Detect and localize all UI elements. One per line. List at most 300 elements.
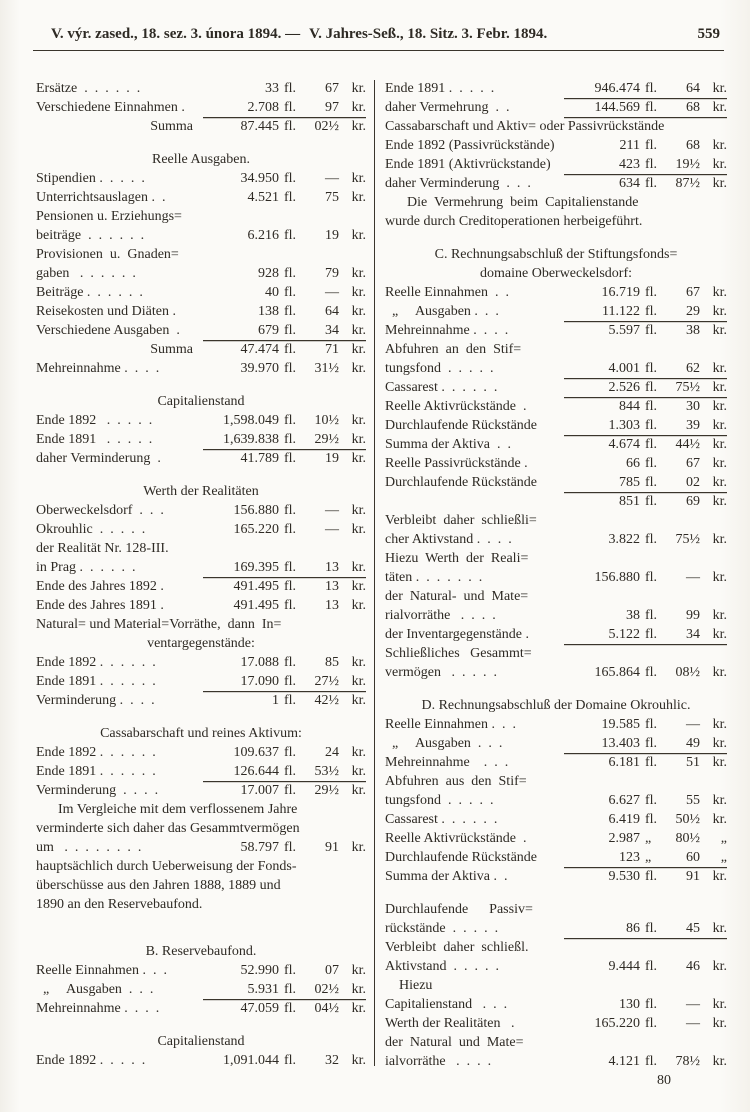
row-amounts [203, 449, 366, 468]
kreuzer-value: 62 [686, 361, 700, 376]
ledger-row [36, 359, 366, 378]
row-label: Ende des Jahres 1891 . [36, 598, 164, 613]
kreuzer-unit: kr. [712, 138, 727, 153]
ledger-row [385, 663, 727, 682]
section-heading: Capitalienstand [157, 394, 245, 409]
ledger-row [385, 79, 727, 98]
ledger-row [385, 530, 727, 549]
gulden-value: 39.970 [240, 361, 279, 376]
row-amounts [564, 1014, 727, 1033]
row-amounts [203, 691, 366, 710]
row-amounts [203, 838, 366, 857]
gulden-unit: fl. [284, 171, 297, 186]
row-label: Ende 1891 . . . . . [36, 432, 153, 447]
row-label: rückstände . . . . . [385, 921, 499, 936]
kreuzer-unit: kr. [351, 598, 366, 613]
wrapped-label-line: Hiezu [385, 978, 433, 993]
gulden-unit: fl. [645, 812, 658, 827]
row-amounts [564, 136, 727, 155]
kreuzer-value: — [686, 570, 700, 585]
kreuzer-unit: kr. [712, 285, 727, 300]
row-label: „ Ausgaben . . . [385, 736, 503, 751]
gulden-unit: fl. [645, 736, 658, 751]
kreuzer-unit: kr. [712, 1016, 727, 1031]
gulden-value: 165.864 [594, 665, 640, 680]
row-amounts [203, 302, 366, 321]
ledger-row [36, 980, 366, 999]
kreuzer-unit: kr. [351, 119, 366, 134]
kreuzer-unit: kr. [712, 361, 727, 376]
row-amounts [203, 743, 366, 762]
gulden-value: 1,639.838 [223, 432, 279, 447]
row-label: Reisekosten und Diäten . [36, 304, 176, 319]
kreuzer-unit: kr. [351, 579, 366, 594]
wrapped-label-line: Hiezu Werth der Reali= [385, 551, 529, 566]
kreuzer-value: 91 [325, 840, 339, 855]
gulden-value: 6.627 [608, 793, 640, 808]
gulden-value: 17.088 [240, 655, 279, 670]
row-amounts [564, 568, 727, 587]
kreuzer-unit: kr. [351, 81, 366, 96]
ledger-row [36, 762, 366, 781]
gulden-value: 1,598.049 [223, 413, 279, 428]
gulden-value: 13.403 [601, 736, 640, 751]
kreuzer-unit: kr. [351, 304, 366, 319]
gulden-unit: fl. [645, 921, 658, 936]
kreuzer-unit: kr. [712, 812, 727, 827]
row-label: cher Aktivstand . . . . [385, 532, 512, 547]
gulden-value: 156.880 [233, 503, 279, 518]
gulden-unit: fl. [284, 304, 297, 319]
kreuzer-unit: kr. [712, 437, 727, 452]
gulden-unit: fl. [284, 783, 297, 798]
kreuzer-unit: kr. [351, 840, 366, 855]
kreuzer-value: — [325, 503, 339, 518]
ledger-row [385, 492, 727, 511]
gulden-unit: fl. [284, 81, 297, 96]
gulden-value: 38 [626, 608, 640, 623]
row-amounts [203, 1051, 366, 1070]
kreuzer-unit: kr. [712, 475, 727, 490]
kreuzer-value: 85 [325, 655, 339, 670]
kreuzer-value: 30 [686, 399, 700, 414]
paragraph-line: 1890 an den Reservebaufond. [36, 897, 203, 912]
gulden-unit: fl. [284, 119, 297, 134]
row-label: Ende des Jahres 1892 . [36, 579, 164, 594]
kreuzer-unit: kr. [351, 693, 366, 708]
row-label: Reelle Einnahmen . . . [385, 717, 517, 732]
row-amounts [564, 530, 727, 549]
kreuzer-unit: „ [720, 850, 727, 865]
gulden-unit: fl. [284, 323, 297, 338]
kreuzer-value: 91 [686, 869, 700, 884]
row-amounts [564, 378, 727, 397]
wrapped-label-line: der Natural und Mate= [385, 1035, 524, 1050]
row-amounts [564, 625, 727, 644]
gulden-value: 9.530 [608, 869, 640, 884]
gulden-unit: fl. [645, 755, 658, 770]
gulden-value: 634 [619, 176, 640, 191]
row-label: „ Ausgaben . . . [385, 304, 499, 319]
ledger-row [36, 411, 366, 430]
ledger-row [36, 577, 366, 596]
row-label: Summa der Aktiva . . [385, 437, 511, 452]
kreuzer-unit: kr. [712, 997, 727, 1012]
row-amounts [203, 321, 366, 340]
gulden-value: 86 [626, 921, 640, 936]
row-amounts [564, 919, 727, 938]
gulden-value: 1,091.044 [223, 1053, 279, 1068]
kreuzer-unit: kr. [351, 228, 366, 243]
gulden-value: 19.585 [601, 717, 640, 732]
kreuzer-value: 29 [686, 304, 700, 319]
gulden-value: 123 [619, 850, 640, 865]
ledger-row [36, 340, 366, 359]
kreuzer-unit: kr. [351, 1001, 366, 1016]
ledger-row [385, 625, 727, 644]
gulden-unit: fl. [645, 138, 658, 153]
row-label: Reelle Passivrückstände . [385, 456, 528, 471]
wrapped-label-line: Schließliches Gesammt= [385, 646, 532, 661]
gulden-unit: fl. [645, 157, 658, 172]
gulden-unit: fl. [284, 579, 297, 594]
kreuzer-unit: kr. [712, 100, 727, 115]
ledger-row [36, 98, 366, 117]
row-amounts [564, 753, 727, 772]
kreuzer-unit: kr. [712, 570, 727, 585]
paragraph-line: wurde durch Creditoperationen herbeigeführt. [385, 214, 643, 229]
block-gap [385, 231, 727, 245]
gulden-unit: fl. [284, 963, 297, 978]
row-label: Reelle Einnahmen . . [385, 285, 510, 300]
row-label: „ Ausgaben . . . [36, 982, 154, 997]
section-heading: Werth der Realitäten [143, 484, 259, 499]
kreuzer-value: 55 [686, 793, 700, 808]
gulden-value: 3.822 [608, 532, 640, 547]
gulden-value: 491.495 [233, 598, 279, 613]
gulden-value: 4.674 [608, 437, 640, 452]
gulden-value: 4.001 [608, 361, 640, 376]
gulden-unit: fl. [645, 285, 658, 300]
row-label: daher Verminderung . . . [385, 176, 531, 191]
gulden-unit: „ [645, 831, 652, 846]
gulden-value: 165.220 [233, 522, 279, 537]
row-amounts [203, 411, 366, 430]
row-label: täten . . . . . . . [385, 570, 483, 585]
header-session-czech: V. výr. zased., 18. sez. 3. února 1894. — [51, 26, 301, 42]
gulden-value: 2.987 [608, 831, 640, 846]
ledger-row [385, 810, 727, 829]
kreuzer-value: 67 [325, 81, 339, 96]
row-label: Reelle Aktivrückstände . [385, 399, 527, 414]
row-amounts [564, 1052, 727, 1071]
kreuzer-value: 19 [325, 451, 339, 466]
kreuzer-unit: kr. [351, 323, 366, 338]
gulden-value: 2.708 [247, 100, 279, 115]
kreuzer-unit: kr. [712, 793, 727, 808]
gulden-value: 9.444 [608, 959, 640, 974]
kreuzer-unit: kr. [351, 783, 366, 798]
kreuzer-value: 34 [325, 323, 339, 338]
row-label: Durchlaufende Rückstände [385, 475, 537, 490]
gulden-unit: fl. [284, 764, 297, 779]
row-amounts [564, 416, 727, 435]
ledger-row [36, 283, 366, 302]
kreuzer-unit: kr. [351, 342, 366, 357]
row-label: Summa [150, 342, 193, 357]
row-amounts [203, 762, 366, 781]
section-heading: D. Rechnungsabschluß der Domaine Okrouhlic. [421, 698, 691, 713]
gulden-value: 40 [265, 285, 279, 300]
ledger-row [385, 174, 727, 193]
ledger-row [36, 520, 366, 539]
gulden-value: 16.719 [601, 285, 640, 300]
kreuzer-value: 64 [325, 304, 339, 319]
kreuzer-value: 80½ [675, 831, 700, 846]
kreuzer-value: 13 [325, 560, 339, 575]
gulden-value: 130 [619, 997, 640, 1012]
kreuzer-unit: kr. [351, 503, 366, 518]
gulden-value: 138 [258, 304, 279, 319]
gulden-value: 4.521 [247, 190, 279, 205]
gulden-unit: fl. [284, 361, 297, 376]
kreuzer-value: 64 [686, 81, 700, 96]
gulden-value: 169.395 [233, 560, 279, 575]
gulden-unit: fl. [284, 840, 297, 855]
paragraph-line: verminderte sich daher das Gesammtvermögen [36, 821, 300, 836]
kreuzer-unit: kr. [712, 304, 727, 319]
wrapped-label-line: Provisionen u. Gnaden= [36, 247, 179, 262]
kreuzer-value: 32 [325, 1053, 339, 1068]
ledger-row [36, 1051, 366, 1070]
row-amounts [203, 961, 366, 980]
ledger-row [385, 1014, 727, 1033]
gulden-value: 165.220 [594, 1016, 640, 1031]
row-label: gaben . . . . . . [36, 266, 136, 281]
gulden-unit: fl. [645, 323, 658, 338]
row-amounts [203, 359, 366, 378]
row-label: Reelle Einnahmen . . . [36, 963, 168, 978]
gulden-unit: fl. [645, 1054, 658, 1069]
header-session-german: V. Jahres-Seß., 18. Sitz. 3. Febr. 1894. [309, 26, 548, 42]
row-amounts [564, 848, 727, 867]
row-amounts [564, 397, 727, 416]
row-label: Ende 1892 (Passivrückstände) [385, 138, 555, 153]
gulden-value: 1 [272, 693, 279, 708]
ledger-row [385, 715, 727, 734]
kreuzer-unit: kr. [712, 418, 727, 433]
body-paragraph [36, 800, 366, 838]
ledger-row [385, 136, 727, 155]
row-label: Werth der Realitäten . [385, 1016, 515, 1031]
gulden-unit: fl. [645, 437, 658, 452]
gulden-value: 41.789 [240, 451, 279, 466]
row-label: Ende 1892 . . . . . . [36, 745, 156, 760]
gulden-unit: fl. [645, 1016, 658, 1031]
row-label: Durchlaufende Rückstände [385, 418, 537, 433]
row-label: Verminderung . . . . [36, 783, 159, 798]
row-label: tungsfond . . . . . [385, 361, 494, 376]
kreuzer-value: 39 [686, 418, 700, 433]
gulden-unit: fl. [284, 693, 297, 708]
block-gap [36, 710, 366, 724]
ledger-row [385, 957, 727, 976]
ledger-row [385, 995, 727, 1014]
kreuzer-value: 67 [686, 285, 700, 300]
row-label: Mehreinnahme . . . . [385, 323, 509, 338]
gulden-value: 4.121 [608, 1054, 640, 1069]
wrapped-label-line: Abfuhren aus den Stif= [385, 774, 527, 789]
row-label: Ersätze . . . . . . [36, 81, 141, 96]
kreuzer-unit: kr. [351, 655, 366, 670]
kreuzer-value: 46 [686, 959, 700, 974]
gulden-value: 785 [619, 475, 640, 490]
ledger-column-left [36, 79, 366, 1070]
paragraph-line: überschüsse aus den Jahren 1888, 1889 und [36, 878, 281, 893]
row-label: daher Verminderung . [36, 451, 161, 466]
row-amounts [564, 606, 727, 625]
ledger-row [385, 416, 727, 435]
row-amounts [203, 672, 366, 691]
wrapped-label-line: Verbleibt daher schließli= [385, 513, 537, 528]
ledger-row [36, 302, 366, 321]
kreuzer-unit: kr. [712, 380, 727, 395]
row-label: Beiträge . . . . . . [36, 285, 143, 300]
row-amounts [203, 501, 366, 520]
sheet-signature-number: 80 [657, 1073, 671, 1088]
gulden-value: 5.931 [247, 982, 279, 997]
ledger-row [36, 691, 366, 710]
kreuzer-value: 99 [686, 608, 700, 623]
row-amounts [564, 995, 727, 1014]
kreuzer-unit: kr. [712, 456, 727, 471]
ledger-row [385, 321, 727, 340]
kreuzer-value: 27½ [314, 674, 339, 689]
gulden-unit: fl. [284, 285, 297, 300]
gulden-unit: fl. [284, 982, 297, 997]
gulden-unit: fl. [284, 413, 297, 428]
kreuzer-unit: kr. [351, 451, 366, 466]
gulden-value: 851 [619, 494, 640, 509]
ledger-row [36, 558, 366, 577]
row-label: Ende 1892 . . . . . [36, 413, 153, 428]
gulden-value: 87.445 [240, 119, 279, 134]
kreuzer-unit: kr. [712, 532, 727, 547]
gulden-value: 34.950 [240, 171, 279, 186]
kreuzer-unit: kr. [712, 157, 727, 172]
gulden-unit: fl. [645, 100, 658, 115]
gulden-unit: fl. [645, 717, 658, 732]
gulden-unit: fl. [645, 532, 658, 547]
ledger-row [36, 672, 366, 691]
row-amounts [203, 558, 366, 577]
kreuzer-value: 19½ [675, 157, 700, 172]
kreuzer-value: 68 [686, 100, 700, 115]
gulden-unit: fl. [284, 100, 297, 115]
gulden-value: 6.216 [247, 228, 279, 243]
ledger-row [385, 302, 727, 321]
gulden-unit: fl. [645, 959, 658, 974]
kreuzer-value: 24 [325, 745, 339, 760]
row-amounts [564, 174, 727, 193]
ledger-row [36, 596, 366, 615]
ledger-row [36, 79, 366, 98]
ledger-row [36, 999, 366, 1018]
kreuzer-value: 02 [686, 475, 700, 490]
ledger-column-right [385, 79, 727, 1090]
kreuzer-unit: kr. [712, 323, 727, 338]
section-heading: B. Reservebaufond. [145, 944, 257, 959]
row-label: Unterrichtsauslagen . . [36, 190, 166, 205]
ledger-row [385, 454, 727, 473]
section-heading: C. Rechnungsabschluß der Stiftungsfonds= [434, 247, 678, 262]
gulden-value: 5.597 [608, 323, 640, 338]
block-gap [36, 136, 366, 150]
kreuzer-unit: kr. [712, 1054, 727, 1069]
kreuzer-value: 42½ [314, 693, 339, 708]
row-amounts [203, 264, 366, 283]
row-amounts [203, 781, 366, 800]
kreuzer-value: 75½ [675, 380, 700, 395]
row-amounts [203, 283, 366, 302]
ledger-row [385, 848, 727, 867]
gulden-value: 211 [619, 138, 640, 153]
kreuzer-value: — [686, 717, 700, 732]
kreuzer-unit: kr. [351, 171, 366, 186]
kreuzer-value: 29½ [314, 783, 339, 798]
gulden-value: 2.526 [608, 380, 640, 395]
gulden-unit: „ [645, 850, 652, 865]
gulden-unit: fl. [645, 456, 658, 471]
column-divider-rule [374, 80, 375, 1066]
row-amounts [203, 117, 366, 136]
row-amounts [203, 226, 366, 245]
kreuzer-unit: kr. [712, 176, 727, 191]
gulden-value: 491.495 [233, 579, 279, 594]
ledger-row [36, 430, 366, 449]
kreuzer-value: 69 [686, 494, 700, 509]
kreuzer-unit: kr. [351, 745, 366, 760]
gulden-unit: fl. [645, 570, 658, 585]
kreuzer-unit: kr. [712, 736, 727, 751]
gulden-value: 6.181 [608, 755, 640, 770]
ledger-row [385, 867, 727, 886]
kreuzer-value: 29½ [314, 432, 339, 447]
ledger-row [385, 606, 727, 625]
kreuzer-unit: kr. [351, 100, 366, 115]
gulden-value: 17.007 [240, 783, 279, 798]
kreuzer-unit: kr. [712, 608, 727, 623]
ledger-row [385, 155, 727, 174]
row-label: Ende 1891 (Aktivrückstande) [385, 157, 551, 172]
ledger-row [36, 117, 366, 136]
gulden-unit: fl. [284, 522, 297, 537]
row-amounts [564, 734, 727, 753]
ledger-row [36, 781, 366, 800]
page-number: 559 [697, 26, 720, 42]
section-heading: Reelle Ausgaben. [152, 152, 250, 167]
row-amounts [203, 98, 366, 117]
gulden-unit: fl. [645, 627, 658, 642]
row-label: Ende 1891 . . . . . . [36, 674, 156, 689]
kreuzer-value: 02½ [314, 982, 339, 997]
wrapped-label-line: der Natural- und Mate= [385, 589, 529, 604]
gulden-unit: fl. [284, 228, 297, 243]
wrapped-label-line: ventargegenstände: [147, 636, 255, 651]
row-amounts [564, 454, 727, 473]
kreuzer-value: 13 [325, 579, 339, 594]
kreuzer-unit: kr. [712, 399, 727, 414]
